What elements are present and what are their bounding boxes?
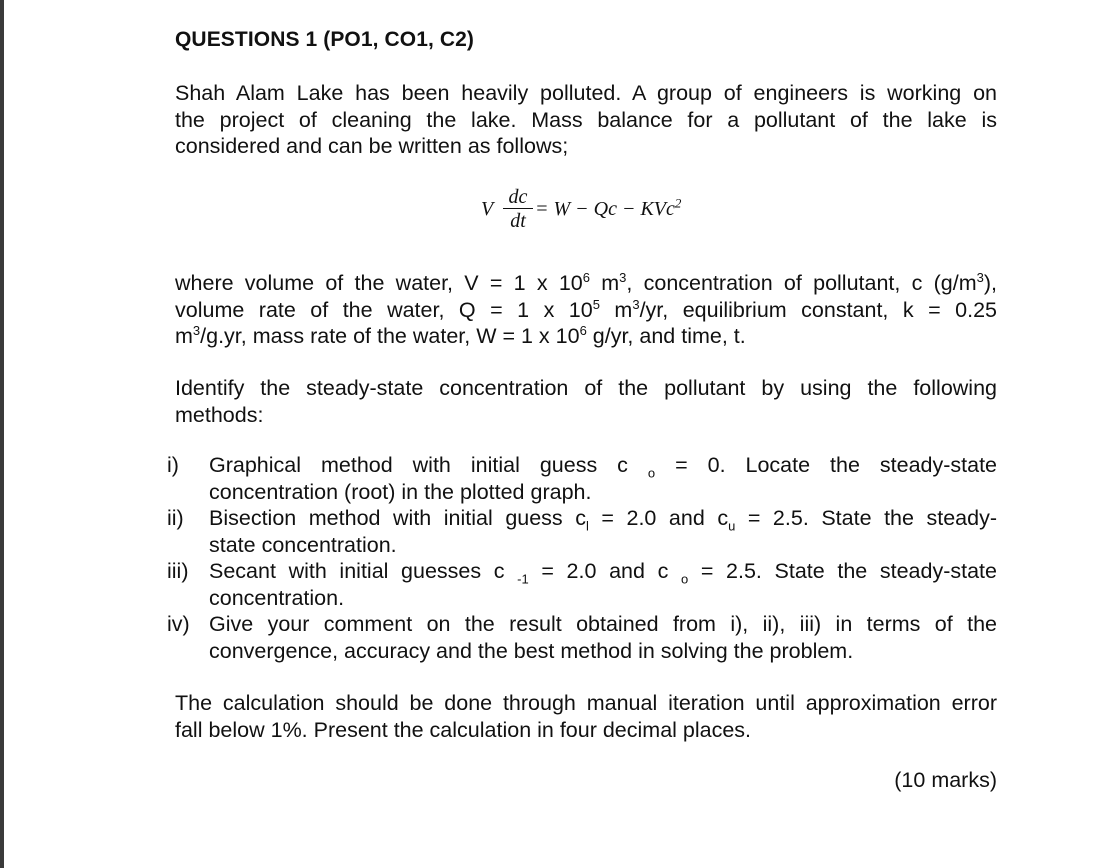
variables-line-1: where volume of the water, V = 1 x $10^6$ $m^3$, concentration of pollutant, c $(g/m^3)$, [175,269,997,295]
list-marker: ii) [167,506,184,530]
list-item [167,558,997,611]
item-4-line-2: convergence, accuracy and the best method in solving the problem. [209,638,854,663]
identify-line-2: methods: [175,402,264,427]
item-2-line-2: state concentration. [209,532,397,557]
closing-paragraph [175,690,997,743]
equation-numerator: dc [508,186,528,208]
equation-lhs: V [481,198,494,220]
list-item [167,505,997,558]
intro-paragraph [175,80,997,160]
intro-line-3: considered and can be written as follows; [175,134,569,158]
equation-denominator: dt [510,210,526,232]
item-1-line-1: Graphical method with initial guess c $_o$ = 0. Locate the steady-state [209,453,997,481]
identify-paragraph [175,375,997,428]
closing-line-2: fall below 1%. Present the calculation in four decimal places. [175,717,752,742]
variables-line-3: $m^3/g.yr$, mass rate of the water, W = 1 x $10^6$ g/yr, and time, t. [175,322,746,348]
question-title: QUESTIONS 1 (PO1, CO1, C2) [175,28,474,51]
variables-line-2: volume rate of the water, Q = 1 x $10^5$ $m^3/yr$, equilibrium constant, k = 0.25 [175,296,997,322]
item-4-line-1: Give your comment on the result obtained from i), ii), iii) in terms of the [209,612,997,636]
item-2-line-1: Bisection method with initial guess $c_l = 2.0$ and $c_u = 2.5$. State the steady- [209,506,997,534]
intro-line-1: Shah Alam Lake has been heavily polluted. A group of engineers is working on [175,81,997,105]
intro-line-2: the project of cleaning the lake. Mass balance for a pollutant of the lake is [175,107,997,132]
variables-paragraph [175,270,997,350]
equation-rhs [535,195,682,221]
list-item [167,452,997,505]
window-left-edge [0,0,4,868]
identify-line-1: Identify the steady-state concentration of the pollutant by using the following [175,376,997,400]
item-3-line-2: concentration. [209,585,345,610]
marks-label: (10 marks) [894,768,997,792]
list-marker: i) [167,453,179,477]
equation-rhs-text: = W − Qc − KVc [535,198,675,220]
list-marker: iv) [167,612,190,636]
equation-fraction [503,186,533,233]
list-item [167,611,997,664]
methods-list [167,452,997,664]
item-1-line-2: concentration (root) in the plotted graph. [209,479,592,504]
item-3-line-1: Secant with initial guesses c $_{-1}$ = 2.0 and c $_o$ = 2.5. State the steady-state [209,559,997,587]
equation-rhs-exponent: 2 [674,195,682,211]
list-marker: iii) [167,559,189,583]
closing-line-1: The calculation should be done through manual iteration until approximation error [175,691,997,715]
